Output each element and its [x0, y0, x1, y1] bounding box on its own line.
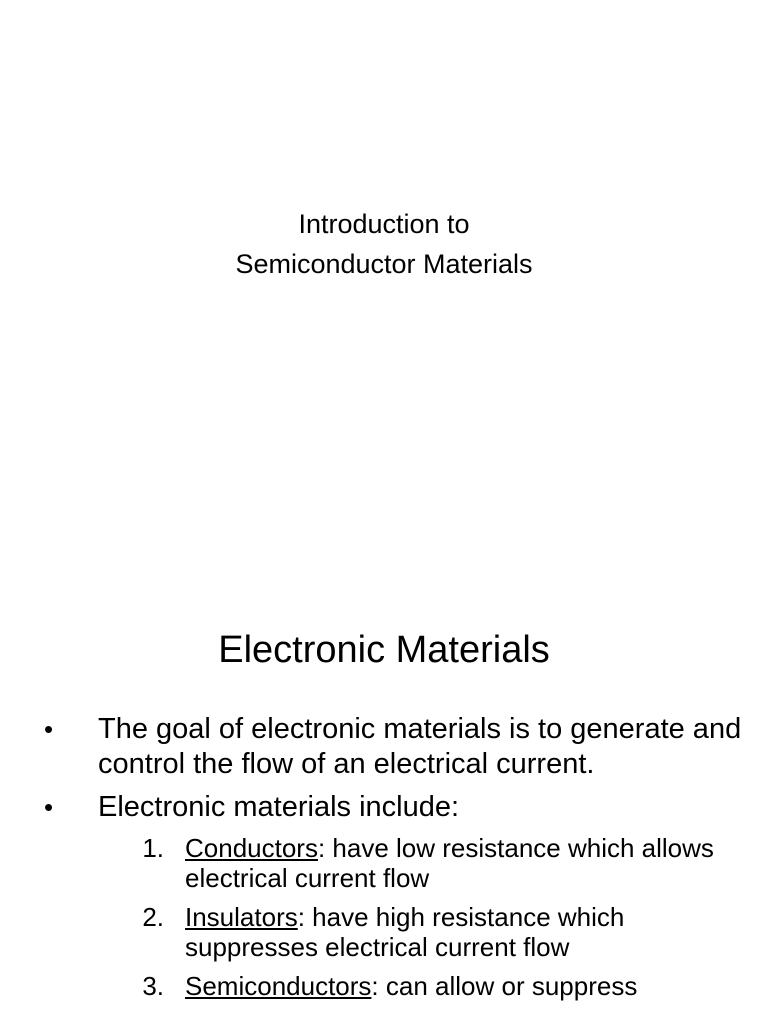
numbered-list	[98, 833, 742, 1001]
bullet-list	[42, 712, 742, 1001]
numbered-item-term: Semiconductors	[185, 971, 372, 1001]
numbered-item-insulators	[98, 902, 742, 962]
bullet-text: The goal of electronic materials is to generate and control the flow of an electrical current.	[98, 713, 742, 780]
numbered-item-marker: 3.	[142, 971, 164, 1001]
numbered-item-term: Insulators	[185, 902, 298, 932]
slide-2-heading: Electronic Materials	[218, 629, 550, 671]
numbered-item-conductors	[98, 833, 742, 893]
slide-1-title	[0, 204, 768, 284]
numbered-item-marker: 2.	[142, 902, 164, 932]
bullet-item	[42, 790, 742, 1001]
numbered-item-marker: 1.	[142, 833, 164, 863]
slide-1-title-line-1: Introduction to	[298, 209, 470, 239]
numbered-item-semiconductors	[98, 971, 742, 1001]
bullet-dot-icon: •	[44, 714, 54, 744]
bullet-text: Electronic materials include:	[98, 791, 460, 823]
numbered-item-description: : have low resistance which allows electrical current flow	[185, 833, 714, 893]
bullet-item	[42, 712, 742, 782]
numbered-item-description: : can allow or suppress	[371, 971, 638, 1001]
numbered-item-term: Conductors	[185, 833, 318, 863]
numbered-item-description: : have high resistance which suppresses electrical current flow	[185, 902, 625, 962]
slide-1-title-line-2: Semiconductor Materials	[235, 249, 533, 279]
bullet-dot-icon: •	[44, 792, 54, 822]
